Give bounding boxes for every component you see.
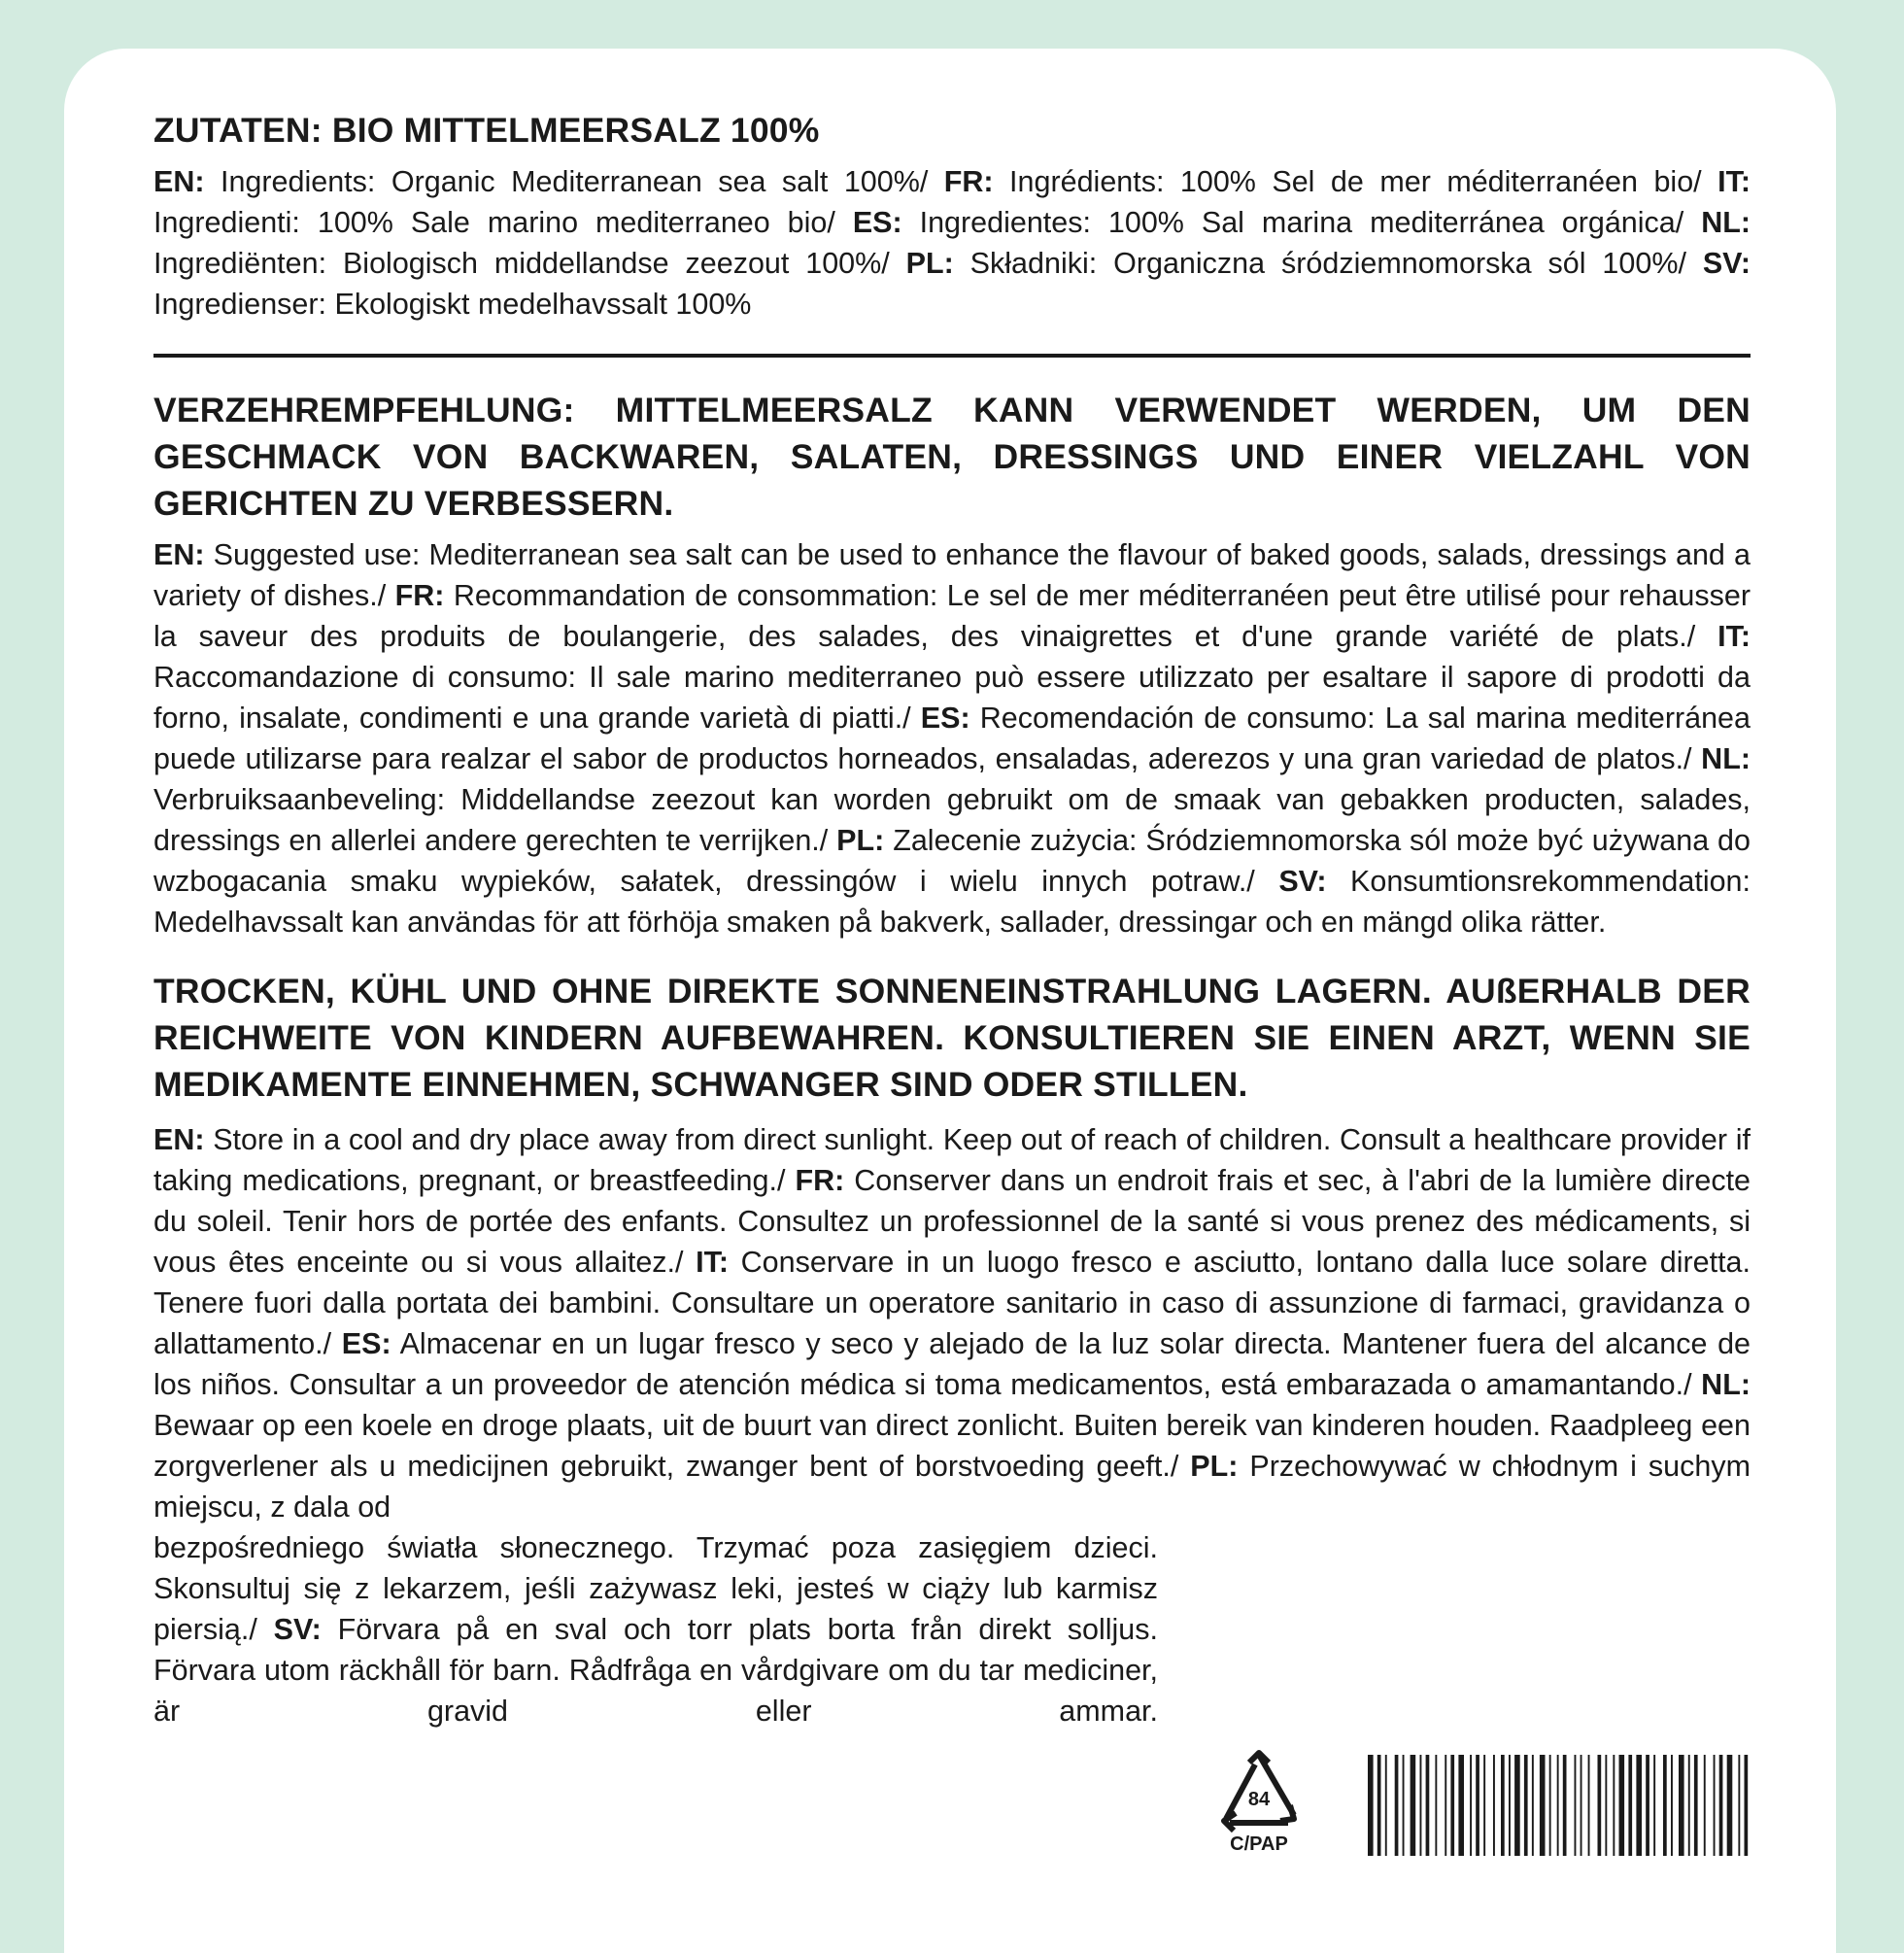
storage-pl: Przechowywać w chłodnym i suchym miejscu, z dala od [153, 1450, 1751, 1524]
barcode-bar [1540, 1755, 1546, 1856]
barcode-bar [1745, 1755, 1749, 1856]
usage-text [153, 534, 1751, 942]
lang-code: FR: [943, 165, 994, 198]
barcode-bar [1581, 1755, 1582, 1856]
usage-nl: Verbruiksaanbeveling: Middellandse zeezout kan worden gebruikt om de smaak van gebakken producten, salades, dressings en allerlei andere gerechten te verrijken./ [153, 783, 1751, 857]
barcode-bar [1532, 1755, 1534, 1856]
barcode-bar [1426, 1755, 1430, 1856]
barcode-bar [1445, 1755, 1446, 1856]
storage-it: Conservare in un luogo fresco e asciutto, lontano dalla luce solare diretta. Tenere fuori dalla portata dei bambini. Consultare un operatore sanitario in caso di assunzione di farmaci, gravidanza o allattamento./ [153, 1246, 1751, 1360]
barcode-bar [1714, 1755, 1716, 1856]
storage-section [153, 1119, 1751, 1731]
barcode-bar [1450, 1755, 1454, 1856]
storage-nl: Bewaar op een koele en droge plaats, uit de buurt van direct zonlicht. Buiten bereik van kinderen houden. Raadpleeg een zorgverlener als u medicijnen gebruikt, zwanger bent of borstvoeding geeft./ [153, 1409, 1751, 1483]
barcode-bar [1395, 1755, 1399, 1856]
lang-code: EN: [153, 165, 205, 198]
barcode-bar [1613, 1755, 1615, 1856]
barcode-icon [1368, 1755, 1751, 1856]
barcode-bar [1377, 1755, 1381, 1856]
lang-code: SV: [1702, 247, 1751, 280]
lang-code: ES: [852, 206, 902, 239]
barcode-bar [1636, 1755, 1642, 1856]
storage-text-continued [153, 1527, 1158, 1731]
barcode-bar [1588, 1755, 1590, 1856]
barcode-bar [1598, 1755, 1602, 1856]
storage-text [153, 1119, 1751, 1527]
storage-pl-continued: bezpośredniego światła słonecznego. Trzymać poza zasięgiem dzieci. Skonsultuj się z lekarzem, jeśli zażywasz leki, jesteś w ciąży lub karmisz piersią./ [153, 1531, 1158, 1646]
barcode-bar [1420, 1755, 1422, 1856]
barcode-bar [1704, 1755, 1706, 1856]
barcode-bar [1493, 1755, 1495, 1856]
recycle-number: 84 [1247, 1789, 1271, 1810]
barcode-bar [1385, 1755, 1387, 1856]
storage-es: Almacenar en un lugar fresco y seco y alejado de la luz solar directa. Mantener fuera del alcance de los niños. Consultar a un proveedor de atención médica si toma medicamentos, está embarazada o amamantando./ [153, 1327, 1751, 1401]
barcode-bar [1549, 1755, 1551, 1856]
barcode-bar [1663, 1755, 1667, 1856]
storage-sv: Förvara på en sval och torr plats borta från direkt solljus. Förvara utom räckhåll för barn. Rådfråga en vårdgivare om du tar mediciner, är gravid eller ammar. [153, 1613, 1158, 1728]
ingredients-pl: Składniki: Organiczna śródziemnomorska sól 100%/ [953, 247, 1703, 280]
lang-code: IT: [1717, 620, 1751, 653]
section-divider [153, 354, 1751, 358]
barcode-bar [1483, 1755, 1485, 1856]
usage-it: Raccomandazione di consumo: Il sale marino mediterraneo può essere utilizzato per esaltare il sapore di prodotti da forno, insalate, condimenti e una grande varietà di piatti./ [153, 661, 1751, 735]
usage-heading: VERZEHREMPFEHLUNG: MITTELMEERSALZ KANN VERWENDET WERDEN, UM DEN GESCHMACK VON BACKWAREN, SALATEN, DRESSINGS UND EINER VIELZAHL VON GERICHTEN ZU VERBESSERN. [153, 391, 1751, 523]
storage-heading: TROCKEN, KÜHL UND OHNE DIREKTE SONNENEINSTRAHLUNG LAGERN. AUßERHALB DER REICHWEITE VON KINDERN AUFBEWAHREN. KONSULTIEREN SIE EINEN ARZT, WENN SIE MEDIKAMENTE EINNEHMEN, SCHWANGER SIND ODER STILLEN. [153, 972, 1751, 1104]
recycle-symbol [1212, 1749, 1306, 1856]
barcode-bar [1719, 1755, 1723, 1856]
lang-code: FR: [795, 1164, 845, 1197]
lang-code: SV: [1278, 865, 1327, 898]
barcode-bar [1738, 1755, 1740, 1856]
lang-code: PL: [836, 824, 885, 857]
lang-code: SV: [273, 1613, 322, 1646]
label-content [153, 107, 1751, 1731]
lang-code: PL: [905, 247, 954, 280]
ingredients-sv: Ingredienser: Ekologiskt medelhavssalt 100% [153, 288, 752, 321]
recycle-icon [1212, 1749, 1306, 1856]
barcode-bar [1575, 1755, 1577, 1856]
ingredients-nl: Ingrediënten: Biologisch middellandse zeezout 100%/ [153, 247, 906, 280]
usage-sv: Konsumtionsrekommendation: Medelhavssalt kan användas för att förhöja smaken på bakverk, sallader, dressingar och en mängd olika rätter. [153, 865, 1751, 939]
barcode-bar [1470, 1755, 1472, 1856]
lang-code: IT: [696, 1246, 730, 1279]
barcode-bar [1509, 1755, 1511, 1856]
barcode-bar [1628, 1755, 1632, 1856]
ingredients-es: Ingredientes: 100% Sal marina mediterránea orgánica/ [901, 206, 1702, 239]
lang-code: IT: [1717, 165, 1751, 198]
barcode-bar [1435, 1755, 1437, 1856]
barcode-bar [1403, 1755, 1405, 1856]
barcode-bar [1688, 1755, 1690, 1856]
barcode-bar [1501, 1755, 1505, 1856]
barcode-bar [1671, 1755, 1673, 1856]
storage-fr: Conserver dans un endroit frais et sec, à l'abri de la lumière directe du soleil. Tenir hors de portée des enfants. Consultez un professionnel de la santé si vous prenez des médicaments, si vous êtes enceinte ou si vous allaitez./ [153, 1164, 1751, 1279]
ingredients-fr: Ingrédients: 100% Sel de mer méditerranéen bio/ [993, 165, 1718, 198]
lang-code: EN: [153, 1123, 205, 1156]
barcode-bar [1524, 1755, 1528, 1856]
recycle-label: C/PAP [1230, 1833, 1288, 1855]
ingredients-en: Ingredients: Organic Mediterranean sea salt 100%/ [204, 165, 944, 198]
lang-code: ES: [341, 1327, 391, 1360]
barcode-bar [1557, 1755, 1559, 1856]
ingredients-it: Ingredienti: 100% Sale marino mediterraneo bio/ [153, 206, 853, 239]
barcode-bar [1563, 1755, 1567, 1856]
barcode-bar [1605, 1755, 1607, 1856]
barcode-bar [1411, 1755, 1416, 1856]
barcode-bar [1653, 1755, 1655, 1856]
usage-es: Recomendación de consumo: La sal marina mediterránea puede utilizarse para realzar el sabor de productos horneados, ensaladas, aderezos y una gran variedad de platos./ [153, 702, 1751, 775]
barcode-bar [1368, 1755, 1374, 1856]
lang-code: NL: [1701, 742, 1751, 775]
lang-code: PL: [1190, 1450, 1239, 1483]
usage-pl: Zalecenie zużycia: Śródziemnomorska sól może być używana do wzbogacania smaku wypieków, sałatek, dressingów i wielu innych potraw./ [153, 824, 1751, 898]
barcode-bar [1679, 1755, 1684, 1856]
lang-code: ES: [920, 702, 970, 735]
lang-code: FR: [394, 579, 445, 612]
barcode-bar [1458, 1755, 1464, 1856]
barcode-bar [1694, 1755, 1698, 1856]
barcode-bars [1368, 1755, 1751, 1856]
ingredients-text [153, 161, 1751, 325]
lang-code: EN: [153, 538, 205, 571]
barcode-bar [1727, 1755, 1733, 1856]
barcode-bar [1476, 1755, 1479, 1856]
usage-en: Suggested use: Mediterranean sea salt can be used to enhance the flavour of baked goods, salads, dressings and a variety of dishes./ [153, 538, 1751, 612]
barcode-bar [1514, 1755, 1520, 1856]
lang-code: NL: [1701, 1368, 1751, 1401]
usage-fr: Recommandation de consommation: Le sel de mer méditerranéen peut être utilisé pour rehausser la saveur des produits de boulangerie, des salades, des vinaigrettes et d'une grande variété de plats./ [153, 579, 1751, 653]
barcode-bar [1646, 1755, 1649, 1856]
ingredients-heading: ZUTATEN: BIO MITTELMEERSALZ 100% [153, 111, 820, 150]
lang-code: NL: [1701, 206, 1751, 239]
barcode-bar [1619, 1755, 1625, 1856]
storage-en: Store in a cool and dry place away from direct sunlight. Keep out of reach of children. Consult a healthcare provider if taking medications, pregnant, or breastfeeding./ [153, 1123, 1751, 1197]
